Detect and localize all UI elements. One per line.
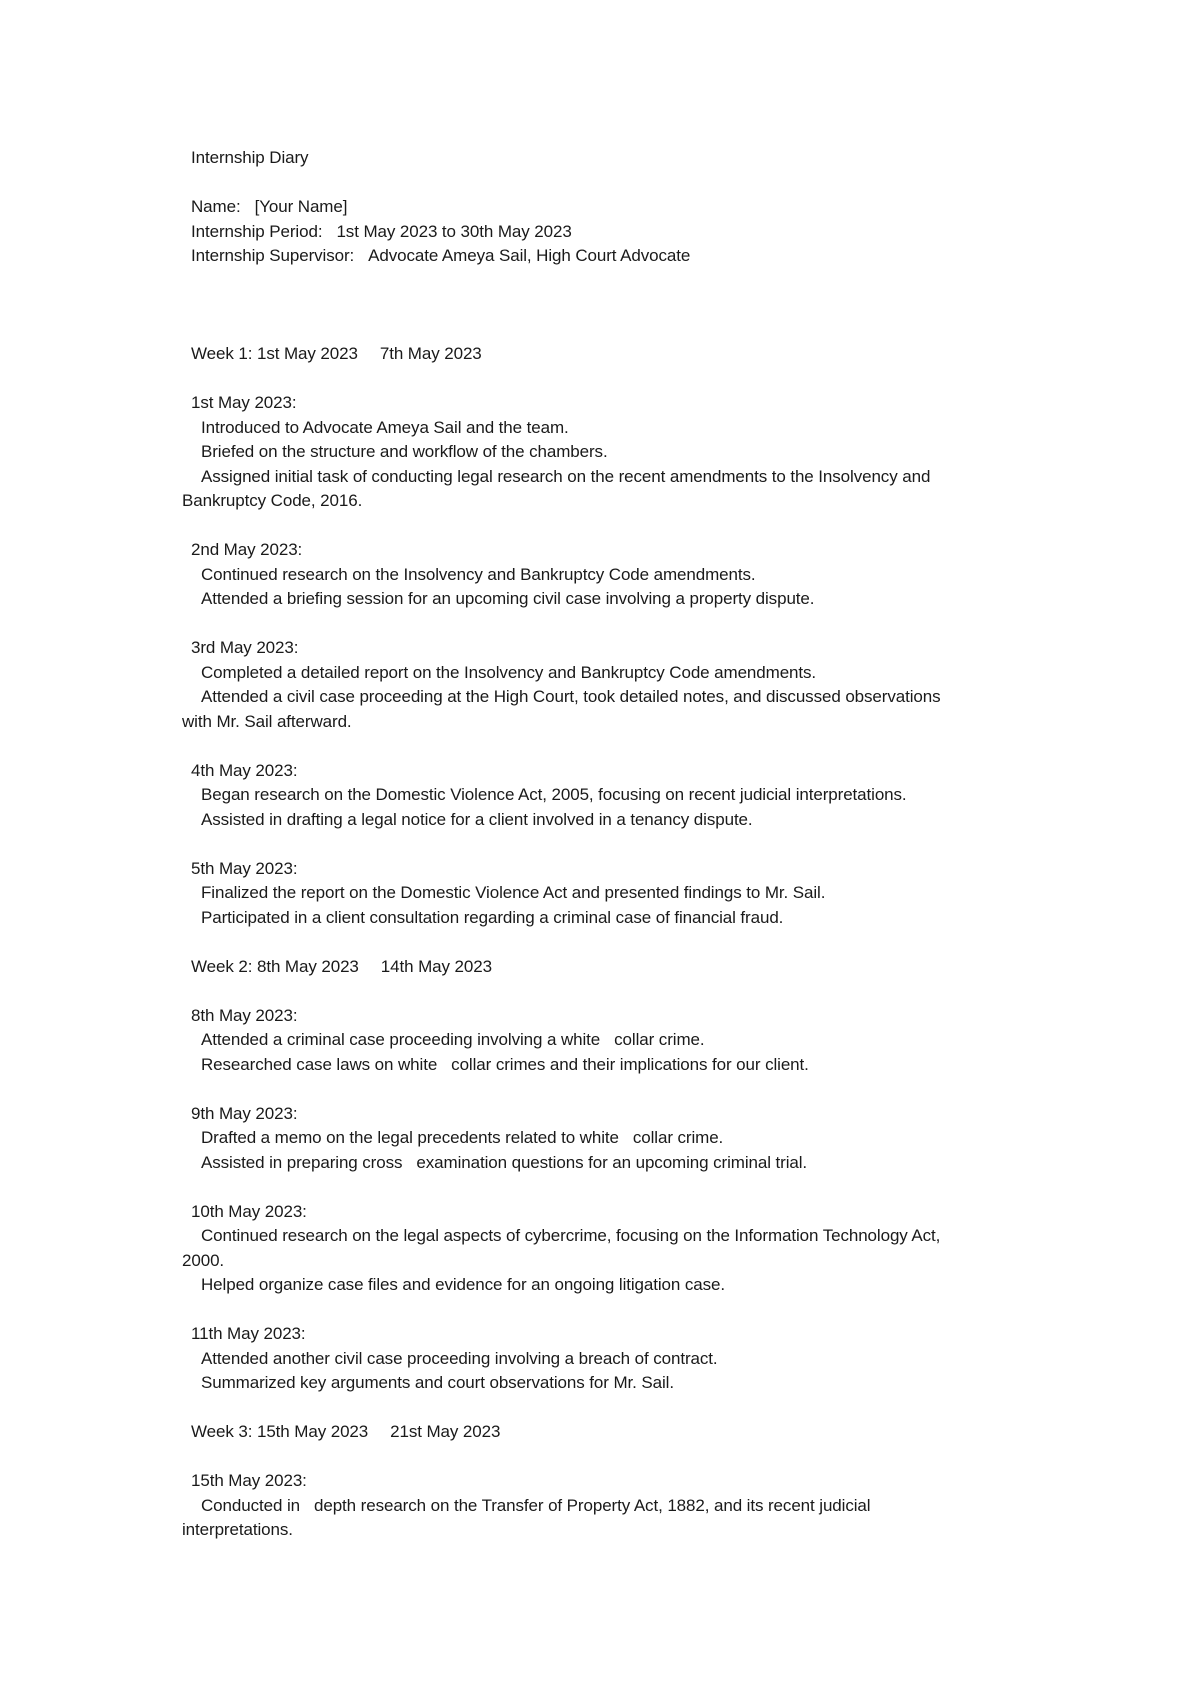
- info-name: Name: [Your Name]: [191, 197, 348, 216]
- day-entry: Continued research on the legal aspects of cybercrime, focusing on the Information Technology Act,: [201, 1226, 941, 1245]
- week-heading: Week 1: 1st May 2023 7th May 2023: [191, 344, 482, 363]
- week-heading: Week 2: 8th May 2023 14th May 2023: [191, 956, 492, 976]
- day-date: 11th May 2023:: [191, 1324, 306, 1343]
- day-entry: Researched case laws on white collar crimes and their implications for our client.: [201, 1054, 809, 1074]
- day-entry: Assisted in preparing cross examination questions for an upcoming criminal trial.: [201, 1152, 808, 1172]
- day-entry-continued: Bankruptcy Code, 2016.: [182, 491, 363, 510]
- day-entry: Attended a criminal case proceeding involving a white collar crime.: [201, 1030, 705, 1049]
- day-date: 4th May 2023:: [191, 760, 298, 780]
- info-supervisor: Internship Supervisor: Advocate Ameya Sail, High Court Advocate: [191, 246, 691, 265]
- day-date: 1st May 2023:: [191, 393, 297, 412]
- day-entry: Helped organize case files and evidence for an ongoing litigation case.: [201, 1275, 726, 1294]
- day-entry: Assisted in drafting a legal notice for a client involved in a tenancy dispute.: [201, 809, 753, 829]
- day-entry: Attended a briefing session for an upcoming civil case involving a property dispute.: [201, 589, 815, 608]
- day-date: 15th May 2023:: [191, 1471, 307, 1490]
- day-date: 8th May 2023:: [191, 1005, 298, 1025]
- day-entry-continued: interpretations.: [182, 1520, 293, 1539]
- day-entry: Introduced to Advocate Ameya Sail and the team.: [201, 417, 569, 437]
- day-date: 2nd May 2023:: [191, 540, 303, 559]
- day-entry: Summarized key arguments and court observations for Mr. Sail.: [201, 1373, 674, 1392]
- day-date: 10th May 2023:: [191, 1201, 307, 1221]
- day-entry: Continued research on the Insolvency and Bankruptcy Code amendments.: [201, 564, 756, 584]
- day-entry: Attended another civil case proceeding involving a breach of contract.: [201, 1348, 718, 1368]
- day-date: 5th May 2023:: [191, 858, 298, 878]
- info-period: Internship Period: 1st May 2023 to 30th May 2023: [191, 221, 572, 241]
- day-entry: Began research on the Domestic Violence Act, 2005, focusing on recent judicial interpretations.: [201, 785, 907, 804]
- day-entry: Conducted in depth research on the Transfer of Property Act, 1882, and its recent judicial: [201, 1495, 871, 1515]
- week-heading: Week 3: 15th May 2023 21st May 2023: [191, 1422, 501, 1441]
- day-entry: Drafted a memo on the legal precedents related to white collar crime.: [201, 1128, 724, 1147]
- day-entry: Finalized the report on the Domestic Violence Act and presented findings to Mr. Sail.: [201, 883, 826, 902]
- day-entry: Completed a detailed report on the Insolvency and Bankruptcy Code amendments.: [201, 662, 817, 682]
- day-entry-continued: with Mr. Sail afterward.: [182, 711, 352, 731]
- document-title: Internship Diary: [191, 148, 309, 167]
- day-date: 9th May 2023:: [191, 1103, 298, 1123]
- day-entry-continued: 2000.: [182, 1250, 225, 1270]
- day-entry: Participated in a client consultation regarding a criminal case of financial fraud.: [201, 907, 784, 927]
- day-entry: Assigned initial task of conducting legal research on the recent amendments to the Insolvency and: [201, 466, 931, 486]
- document-body: [182, 146, 1042, 1543]
- day-entry: Briefed on the structure and workflow of the chambers.: [201, 442, 608, 461]
- day-date: 3rd May 2023:: [191, 638, 299, 657]
- day-entry: Attended a civil case proceeding at the High Court, took detailed notes, and discussed observations: [201, 687, 941, 706]
